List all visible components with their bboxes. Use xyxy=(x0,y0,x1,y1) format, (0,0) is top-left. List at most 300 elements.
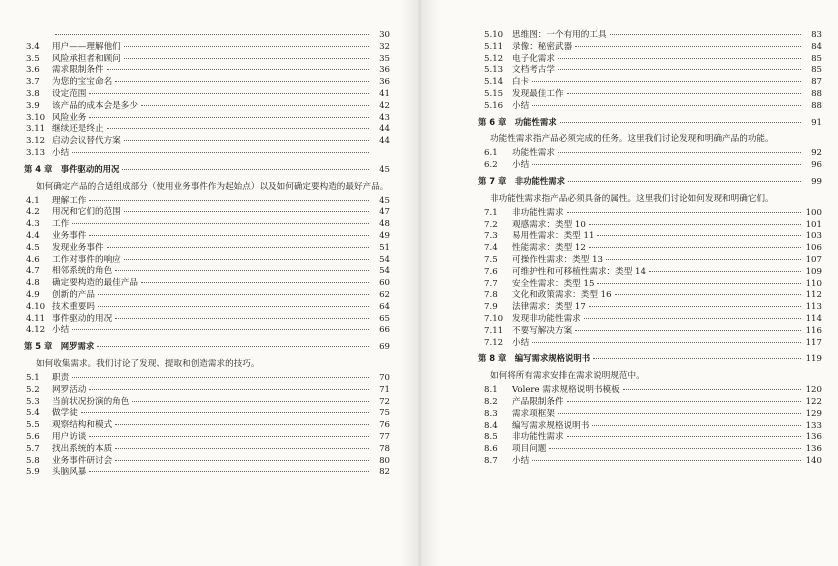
chapter-intro: 如何将所有需求安排在需求说明规范中。 xyxy=(490,371,645,382)
section-title: 用户访谈 xyxy=(52,431,87,442)
section-number: 7.10 xyxy=(484,313,504,324)
section-title: 白卡 xyxy=(512,77,530,88)
page-number: 113 xyxy=(805,302,822,313)
section-number: 4.1 xyxy=(26,195,40,206)
toc-section-entry xyxy=(478,231,822,243)
page-number: 100 xyxy=(805,207,822,218)
dot-leader xyxy=(115,317,369,319)
section-title: 发现最佳工作 xyxy=(512,88,564,99)
section-number: 4.3 xyxy=(26,219,40,230)
dot-leader xyxy=(568,180,801,182)
section-title: 确定要构造的最佳产品 xyxy=(52,278,138,289)
toc-section-entry xyxy=(24,420,390,432)
toc-section-entry xyxy=(24,231,390,243)
dot-leader xyxy=(81,411,369,413)
page-number: 41 xyxy=(379,88,390,99)
section-number: 5.5 xyxy=(26,420,40,431)
dot-leader xyxy=(597,282,801,284)
toc-section-entry xyxy=(478,302,822,314)
toc-section-entry xyxy=(478,255,822,267)
toc-section-entry xyxy=(24,255,390,267)
toc-section-entry xyxy=(24,196,390,208)
section-title: 设定范围 xyxy=(52,88,87,99)
section-number: 6.2 xyxy=(484,160,498,171)
page-number: 87 xyxy=(811,77,822,88)
toc-section-entry xyxy=(478,456,822,468)
page-number: 78 xyxy=(379,443,390,454)
section-title: 小结 xyxy=(512,455,530,466)
page-number: 75 xyxy=(379,408,390,419)
toc-section-entry xyxy=(24,444,390,456)
toc-section-entry xyxy=(478,314,822,326)
section-number: 3.11 xyxy=(26,124,46,135)
dot-leader xyxy=(89,470,369,472)
page-number: 107 xyxy=(805,254,822,265)
section-number: 5.4 xyxy=(26,408,40,419)
toc-section-entry xyxy=(24,243,390,255)
toc-section-entry xyxy=(24,456,390,468)
section-title: 项目问题 xyxy=(512,444,547,455)
section-number: 7.9 xyxy=(484,302,498,313)
section-number: 4.11 xyxy=(26,313,46,324)
toc-section-entry xyxy=(24,207,390,219)
section-title: 工作对事件的响应 xyxy=(52,254,121,265)
toc-section-entry xyxy=(478,42,822,54)
page-number: 88 xyxy=(811,100,822,111)
dot-leader xyxy=(606,258,801,260)
toc-section-entry xyxy=(24,113,390,125)
page-number: 54 xyxy=(379,254,390,265)
dot-leader xyxy=(72,151,369,153)
section-number: 8.5 xyxy=(484,432,498,443)
section-title: 电子化需求 xyxy=(512,53,555,64)
dot-leader xyxy=(615,293,801,295)
section-number: 5.15 xyxy=(484,88,504,99)
section-title: 风险承担者和顾问 xyxy=(52,53,121,64)
page-number: 47 xyxy=(379,207,390,218)
page-number: 103 xyxy=(805,231,822,242)
toc-section-entry xyxy=(478,290,822,302)
dot-leader xyxy=(72,222,369,224)
dot-leader xyxy=(589,305,801,307)
page-number: 43 xyxy=(379,112,390,123)
page-number: 36 xyxy=(379,65,390,76)
toc-section-entry xyxy=(24,290,390,302)
toc-section-entry xyxy=(478,77,822,89)
dot-leader xyxy=(567,211,801,213)
section-title: 小结 xyxy=(52,325,70,336)
section-title: 文档考古学 xyxy=(512,65,555,76)
toc-section-entry xyxy=(478,89,822,101)
page-number: 35 xyxy=(379,53,390,64)
section-number: 5.7 xyxy=(26,443,40,454)
dot-leader xyxy=(55,33,369,35)
toc-section-entry xyxy=(24,77,390,89)
left-toc-list xyxy=(24,30,390,479)
section-title: 为您的宝宝命名 xyxy=(52,77,113,88)
section-title: 业务事件研讨会 xyxy=(52,455,113,466)
section-title: 非功能性需求 xyxy=(512,432,564,443)
page-number: 88 xyxy=(811,88,822,99)
dot-leader xyxy=(593,357,801,359)
dot-leader xyxy=(589,223,801,225)
section-number: 5.6 xyxy=(26,431,40,442)
toc-section-entry xyxy=(24,54,390,66)
page-number: 140 xyxy=(805,455,822,466)
dot-leader xyxy=(89,199,369,201)
section-title: 用户——理解他们 xyxy=(52,41,121,52)
toc-section-entry xyxy=(24,65,390,77)
section-number: 3.5 xyxy=(26,53,40,64)
section-number: 3.4 xyxy=(26,41,40,52)
section-title: 技术重要吗 xyxy=(52,301,95,312)
dot-leader xyxy=(549,447,801,449)
section-number: 8.2 xyxy=(484,396,498,407)
section-number: 6.1 xyxy=(484,148,498,159)
page-number: 83 xyxy=(811,30,822,40)
dot-leader xyxy=(115,80,369,82)
section-number: 3.12 xyxy=(26,136,46,147)
toc-section-entry xyxy=(478,220,822,232)
section-number: 5.1 xyxy=(26,372,40,383)
toc-section-entry xyxy=(478,397,822,409)
section-title: 编写需求规格说明书 xyxy=(512,420,590,431)
dot-leader xyxy=(115,447,369,449)
page-number: 64 xyxy=(379,301,390,312)
page-number: 85 xyxy=(811,53,822,64)
dot-leader xyxy=(623,388,801,390)
section-title: 找出系统的本质 xyxy=(52,443,113,454)
section-title: 当前状况扮演的角色 xyxy=(52,396,130,407)
toc-section-entry xyxy=(24,124,390,136)
dot-leader xyxy=(141,104,369,106)
chapter-title: 第 8 章 编写需求规格说明书 xyxy=(478,353,591,364)
toc-chapter-entry xyxy=(478,176,822,188)
dot-leader xyxy=(558,57,801,59)
dot-leader xyxy=(124,210,369,212)
toc-section-entry xyxy=(478,338,822,350)
dot-leader xyxy=(567,92,801,94)
page-number: 80 xyxy=(379,455,390,466)
dot-leader xyxy=(98,293,369,295)
section-number: 3.8 xyxy=(26,88,40,99)
dot-leader xyxy=(532,80,801,82)
dot-leader xyxy=(124,139,369,141)
section-title: 头脑风暴 xyxy=(52,467,87,478)
dot-leader xyxy=(532,163,801,165)
section-title: 理解工作 xyxy=(52,195,87,206)
page-number: 106 xyxy=(805,243,822,254)
section-title: 产品限制条件 xyxy=(512,396,564,407)
page-number: 110 xyxy=(805,278,822,289)
toc-chapter-entry xyxy=(478,117,822,129)
section-title: 需求限制条件 xyxy=(52,65,104,76)
section-title: 观感需求：类型 10 xyxy=(512,219,586,230)
section-title: 法律需求：类型 17 xyxy=(512,302,586,313)
section-number: 7.5 xyxy=(484,254,498,265)
toc-section-entry xyxy=(24,302,390,314)
dot-leader xyxy=(584,317,801,319)
dot-leader xyxy=(115,269,369,271)
dot-leader xyxy=(124,258,369,260)
section-title: 创新的产品 xyxy=(52,289,95,300)
section-title: 继续还是终止 xyxy=(52,124,104,135)
section-number: 8.7 xyxy=(484,455,498,466)
page-number: 32 xyxy=(379,41,390,52)
section-number: 8.4 xyxy=(484,420,498,431)
page-number: 60 xyxy=(379,278,390,289)
toc-section-entry xyxy=(478,267,822,279)
section-title: 功能性需求 xyxy=(512,148,555,159)
toc-section-entry xyxy=(24,385,390,397)
toc-section-entry xyxy=(478,432,822,444)
dot-leader xyxy=(107,68,369,70)
dot-leader xyxy=(132,400,369,402)
section-title: 观察结构和模式 xyxy=(52,420,113,431)
toc-section-entry xyxy=(478,30,822,42)
page-number: 84 xyxy=(811,41,822,52)
page-number: 49 xyxy=(379,230,390,241)
toc-section-entry xyxy=(24,314,390,326)
section-number: 7.3 xyxy=(484,231,498,242)
toc-section-entry xyxy=(24,219,390,231)
section-title: 小结 xyxy=(512,100,530,111)
section-title: 可维护性和可移植性需求：类型 14 xyxy=(512,266,646,277)
dot-leader xyxy=(115,459,369,461)
page-number: 91 xyxy=(811,117,822,128)
section-title: 易用性需求：类型 11 xyxy=(512,231,595,242)
section-title: 启动会议替代方案 xyxy=(52,136,121,147)
dot-leader xyxy=(567,435,801,437)
section-number: 4.12 xyxy=(26,325,46,336)
section-number: 4.4 xyxy=(26,230,40,241)
dot-leader xyxy=(72,328,369,330)
toc-section-entry xyxy=(24,373,390,385)
section-number: 5.9 xyxy=(26,467,40,478)
page-number: 70 xyxy=(379,372,390,383)
toc-section-entry xyxy=(478,208,822,220)
section-number: 4.6 xyxy=(26,254,40,265)
toc-section-entry xyxy=(24,432,390,444)
section-number: 8.6 xyxy=(484,444,498,455)
dot-leader xyxy=(89,116,369,118)
page-number: 99 xyxy=(811,176,822,187)
page-number: 136 xyxy=(805,432,822,443)
dot-leader xyxy=(560,121,801,123)
toc-section-entry xyxy=(478,54,822,66)
section-number: 7.7 xyxy=(484,278,498,289)
page-number: 69 xyxy=(379,342,390,353)
dot-leader xyxy=(124,57,369,59)
section-number: 8.3 xyxy=(484,408,498,419)
section-title: 发现业务事件 xyxy=(52,242,104,253)
section-title: 风险业务 xyxy=(52,112,87,123)
toc-section-entry xyxy=(24,30,390,42)
page-number: 48 xyxy=(379,219,390,230)
section-number: 4.2 xyxy=(26,207,40,218)
toc-section-entry xyxy=(24,467,390,479)
dot-leader xyxy=(141,281,369,283)
section-title: 相邻系统的角色 xyxy=(52,266,113,277)
section-title: 安全性需求：类型 15 xyxy=(512,278,595,289)
section-title: 非功能性需求 xyxy=(512,207,564,218)
page-number: 77 xyxy=(379,431,390,442)
page-number: 44 xyxy=(379,124,390,135)
page-number: 109 xyxy=(805,266,822,277)
page-number: 30 xyxy=(379,30,390,40)
page-number: 45 xyxy=(379,195,390,206)
dot-leader xyxy=(89,435,369,437)
toc-section-entry xyxy=(24,42,390,54)
section-title: 需求项框架 xyxy=(512,408,555,419)
toc-section-entry xyxy=(478,409,822,421)
section-number: 7.1 xyxy=(484,207,498,218)
page-number: 71 xyxy=(379,384,390,395)
page-number: 117 xyxy=(805,337,822,348)
toc-section-entry xyxy=(478,326,822,338)
page-number: 116 xyxy=(805,325,822,336)
page-number: 72 xyxy=(379,396,390,407)
section-number: 5.8 xyxy=(26,455,40,466)
dot-leader xyxy=(575,45,801,47)
page-number: 51 xyxy=(379,242,390,253)
section-number: 3.6 xyxy=(26,65,40,76)
page-number: 76 xyxy=(379,420,390,431)
section-number: 7.11 xyxy=(484,325,504,336)
chapter-title: 第 4 章 事件驱动的用况 xyxy=(24,163,120,174)
section-title: 小结 xyxy=(512,337,530,348)
dot-leader xyxy=(532,104,801,106)
dot-leader xyxy=(597,234,801,236)
toc-section-entry xyxy=(24,408,390,420)
section-number: 5.12 xyxy=(484,53,504,64)
dot-leader xyxy=(558,151,801,153)
toc-section-entry xyxy=(478,421,822,433)
page-number: 129 xyxy=(805,408,822,419)
right-page xyxy=(420,0,838,566)
toc-section-entry xyxy=(478,243,822,255)
page-number: 65 xyxy=(379,313,390,324)
toc-chapter-entry xyxy=(24,164,390,176)
dot-leader xyxy=(532,341,801,343)
section-title: 业务事件 xyxy=(52,230,87,241)
dot-leader xyxy=(649,270,801,272)
page-number: 82 xyxy=(379,467,390,478)
dot-leader xyxy=(558,68,801,70)
dot-leader xyxy=(97,345,369,347)
dot-leader xyxy=(107,127,369,129)
toc-section-entry xyxy=(24,101,390,113)
page-number: 112 xyxy=(805,290,822,301)
toc-section-entry xyxy=(24,278,390,290)
toc-section-entry xyxy=(478,65,822,77)
section-title: 可操作性需求：类型 13 xyxy=(512,254,604,265)
section-title: 小结 xyxy=(52,147,70,158)
section-title: 小结 xyxy=(512,160,530,171)
section-number: 7.12 xyxy=(484,337,504,348)
section-number: 5.10 xyxy=(484,30,504,40)
dot-leader xyxy=(98,305,369,307)
section-number: 3.13 xyxy=(26,147,46,158)
section-title: 职责 xyxy=(52,372,70,383)
page-number: 42 xyxy=(379,100,390,111)
section-number: 5.16 xyxy=(484,100,504,111)
chapter-title: 第 6 章 功能性需求 xyxy=(478,116,557,127)
section-number: 4.5 xyxy=(26,242,40,253)
section-number: 4.10 xyxy=(26,301,46,312)
page-number: 54 xyxy=(379,266,390,277)
page-number: 133 xyxy=(805,420,822,431)
toc-section-entry xyxy=(24,397,390,409)
dot-leader xyxy=(89,92,369,94)
right-toc-list xyxy=(478,30,822,468)
section-title: 思维图：一个有用的工具 xyxy=(512,30,607,40)
section-title: 事件驱动的用况 xyxy=(52,313,113,324)
section-title: 不要写解决方案 xyxy=(512,325,573,336)
section-title: Volere 需求规格说明书模板 xyxy=(512,385,620,396)
dot-leader xyxy=(558,412,801,414)
toc-section-entry xyxy=(478,101,822,113)
page-number: 45 xyxy=(379,164,390,175)
toc-section-entry xyxy=(478,148,822,160)
dot-leader xyxy=(89,234,369,236)
page-number: 92 xyxy=(811,148,822,159)
dot-leader xyxy=(567,400,801,402)
dot-leader xyxy=(575,329,801,331)
chapter-title: 第 5 章 网罗需求 xyxy=(24,341,95,352)
page-number: 114 xyxy=(805,313,822,324)
section-number: 7.6 xyxy=(484,266,498,277)
section-number: 5.13 xyxy=(484,65,504,76)
page-number: 62 xyxy=(379,289,390,300)
toc-section-entry xyxy=(24,136,390,148)
section-title: 该产品的成本会是多少 xyxy=(52,100,138,111)
section-number: 3.10 xyxy=(26,112,46,123)
page-number: 36 xyxy=(379,77,390,88)
page-number: 44 xyxy=(379,136,390,147)
chapter-title: 第 7 章 非功能性需求 xyxy=(478,175,566,186)
page-number: 119 xyxy=(805,354,822,365)
chapter-intro: 如何收集需求。我们讨论了发现、提取和创造需求的技巧。 xyxy=(36,358,260,369)
section-number: 4.9 xyxy=(26,289,40,300)
dot-leader xyxy=(124,45,369,47)
section-number: 7.2 xyxy=(484,219,498,230)
section-number: 4.7 xyxy=(26,266,40,277)
chapter-intro: 非功能性需求指产品必须具备的属性。这里我们讨论如何发现和明确它们。 xyxy=(490,193,774,204)
section-title: 发现非功能性需求 xyxy=(512,313,581,324)
section-number: 5.2 xyxy=(26,384,40,395)
toc-section-entry xyxy=(478,160,822,172)
section-title: 网罗活动 xyxy=(52,384,87,395)
section-title: 做学徒 xyxy=(52,408,78,419)
toc-section-entry xyxy=(24,325,390,337)
toc-section-entry xyxy=(478,385,822,397)
toc-section-entry xyxy=(24,148,390,160)
dot-leader xyxy=(532,459,801,461)
section-number: 7.4 xyxy=(484,243,498,254)
toc-section-entry xyxy=(478,444,822,456)
chapter-intro: 如何确定产品的合适组成部分（使用业务事件作为起始点）以及如何确定要构造的最好产品。 xyxy=(36,181,389,192)
section-number: 4.8 xyxy=(26,278,40,289)
section-title: 用况和它们的范围 xyxy=(52,207,121,218)
section-number: 3.7 xyxy=(26,77,40,88)
page-number: 96 xyxy=(811,160,822,171)
section-title: 录像：秘密武器 xyxy=(512,41,573,52)
dot-leader xyxy=(122,168,369,170)
toc-section-entry xyxy=(478,279,822,291)
page-number: 101 xyxy=(805,219,822,230)
left-page xyxy=(0,0,418,566)
